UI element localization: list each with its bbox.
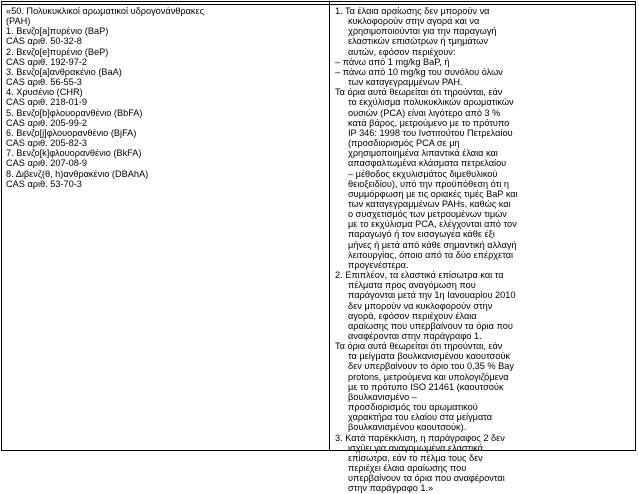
condition-text-line: ο συσχετισμός των μετρουμένων τιμών (348, 209, 507, 220)
condition-text-line: Τα όρια αυτά θεωρείται ότι τηρούνται, εάν (335, 87, 503, 98)
condition-text-line: χρησιμοποιημένα λιπαντικά έλαια και (348, 148, 498, 159)
condition-text-line: ουσιών (PCA) είναι λιγότερο από 3 % (348, 107, 501, 118)
condition-text-line: τα μείγματα βουλκανισμένου καουτσούκ (348, 351, 510, 362)
condition-text-line: απασφαλτωμένα κλάσματα πετρελαίου (348, 158, 507, 169)
substance-list-line: «50. Πολυκυκλικοί αρωματικοί υδρογονάνθρακες (6, 6, 205, 16)
condition-text-line: Τα όρια αυτά θεωρείται ότι τηρούνται, εάν (335, 341, 503, 352)
condition-text-line: θειοξειδίου), υπό την προϋπόθεση ότι η (348, 178, 509, 189)
condition-text-line: 2. Επιπλέον, τα ελαστικά επίσωτρα και τα (335, 270, 504, 281)
condition-text-line: δεν μπορούν να κυκλοφορούν στην (348, 300, 493, 311)
condition-text-line: παραγωγό ή τον εισαγωγέα κάθε έξι (348, 229, 495, 240)
condition-text-line: υπερβαίνουν τα όρια που αναφέρονται (348, 473, 505, 484)
condition-text-line: χαρακτήρα του ελαίου στα μείγματα (348, 412, 493, 423)
condition-text-line: μήνες ή μετά από κάθε σημαντική αλλαγή (348, 239, 517, 250)
condition-text-line: προγενέστερα. (348, 259, 409, 270)
condition-text-line: των καταγεγραμμένων PAH. (348, 77, 463, 88)
condition-text-line: (προσδιορισμός PCA σε μη (348, 138, 460, 149)
condition-text-line: – μέθοδος εκχυλισμάτος διμεθυλικού (348, 168, 498, 179)
condition-text-line: των καταγεγραμμένων PAHs, καθώς και (348, 198, 511, 209)
substance-list-line: CAS αριθ. 207-08-9 (6, 158, 88, 169)
condition-text-line: δεν υπερβαίνουν το όριο του 0,35 % Bay (348, 361, 514, 372)
condition-text-line: λειτουργίας, όποιο από τα δύο επέρχεται (348, 249, 514, 260)
regulation-table (1, 1, 636, 494)
condition-text-line: κατά βάρος, μετρούμενο με το πρότυπο (348, 117, 510, 128)
condition-text-line: παράγονται μετά την 1η Ιανουαρίου 2010 (348, 290, 516, 301)
condition-text-line: 3. Κατά παρέκκλιση, η παράγραφος 2 δεν (335, 432, 505, 443)
substance-list-line: CAS αριθ. 50-32-8 (6, 36, 82, 47)
substance-list-line: 5. Βενζο[b]φλουορανθένιο (BbFA) (6, 107, 143, 118)
condition-text-line: βουλκανισμένου καουτσούκ). (348, 422, 467, 433)
substance-list-line: 2. Βενζο[e]πυρένιο (BeP) (6, 46, 109, 57)
substance-list-line: 7. Βενζο[k]φλουορανθένιο (BkFA) (6, 148, 142, 159)
substance-list-line: CAS αριθ. 205-99-2 (6, 117, 88, 128)
substance-list-line: (PAH) (6, 16, 31, 27)
substance-list-line: CAS αριθ. 218-01-9 (6, 97, 88, 108)
condition-text-line: ισχύει για αναγομωμένα ελαστικά (348, 442, 483, 453)
condition-text-line: χρησιμοποιούνται για την παραγωγή (348, 26, 497, 37)
condition-text-line: με το πρότυπο ISO 21461 (καουτσούκ (348, 381, 504, 392)
condition-text-line: IP 346: 1998 του Ινστιτούτου Πετρελαίου (348, 127, 513, 138)
condition-text-line: με το εκχύλισμα PCA, ελέγχονται από τον (348, 219, 517, 230)
condition-text-line: protons, μετρούμενα και υπολογιζόμενα (348, 371, 509, 382)
substance-list-cell (6, 6, 322, 189)
condition-text-line: πέλματα προς αναγόμωση που (348, 280, 476, 291)
condition-text-line: αναφέρονται στην παράγραφο 1. (348, 331, 482, 341)
condition-text-line: προσδιορισμός του αρωματικού (348, 402, 478, 413)
substance-list-line: 1. Βενζο[a]πυρένιο (BaP) (6, 26, 109, 37)
substance-list-line: CAS αριθ. 205-82-3 (6, 138, 88, 149)
substance-list-line: CAS αριθ. 192-97-2 (6, 56, 88, 67)
condition-text-line: στην παράγραφο 1.» (348, 483, 434, 494)
condition-text-line: το εκχύλισμα πολυκυκλικών αρωματικών (348, 97, 514, 108)
substance-list-line: 3. Βενζο[a]ανθρακένιο (BaA) (6, 66, 122, 77)
conditions-text-cell (335, 6, 631, 494)
condition-text-line: αυτών, εφόσον περιέχουν: (348, 46, 456, 57)
condition-text-line: περιέχει έλαια αραίωσης που (348, 463, 467, 474)
substance-list-line: 6. Βενζο[j]φλουορανθένιο (BjFA) (6, 127, 137, 138)
condition-text-line: κυκλοφορούν στην αγορά και να (348, 16, 480, 27)
substance-list-line: CAS αριθ. 53-70-3 (6, 178, 82, 189)
condition-text-line: επίσωτρα, εάν το πέλμα τους δεν (348, 452, 483, 463)
condition-text-line: αγορά, εφόσον περιέχουν έλαια (348, 310, 477, 321)
substance-list-line: CAS αριθ. 56-55-3 (6, 77, 82, 88)
condition-text-line: βουλκανισμένο – (348, 391, 417, 402)
condition-text-line: ελαστικών επισώτρων ή τμημάτων (348, 36, 488, 47)
condition-text-line: συμμόρφωση με τις οριακές τιμές BaP και (348, 188, 518, 199)
condition-text-line: – πάνω από 10 mg/kg του συνόλου όλων (335, 66, 503, 77)
condition-text-line: 1. Τα έλαια αραίωσης δεν μπορούν να (335, 6, 490, 16)
substance-list-line: 4. Χρυσένιο (CHR) (6, 87, 83, 98)
column-divider (329, 2, 330, 450)
substance-list-line: 8. Διβενζ(θ, h)ανθρακένιο (DBAhA) (6, 168, 149, 179)
table-top-rule (2, 4, 635, 5)
condition-text-line: αραίωσης που υπερβαίνουν τα όρια που (348, 320, 513, 331)
condition-text-line: – πάνω από 1 mg/kg BaP, ή (335, 56, 450, 67)
